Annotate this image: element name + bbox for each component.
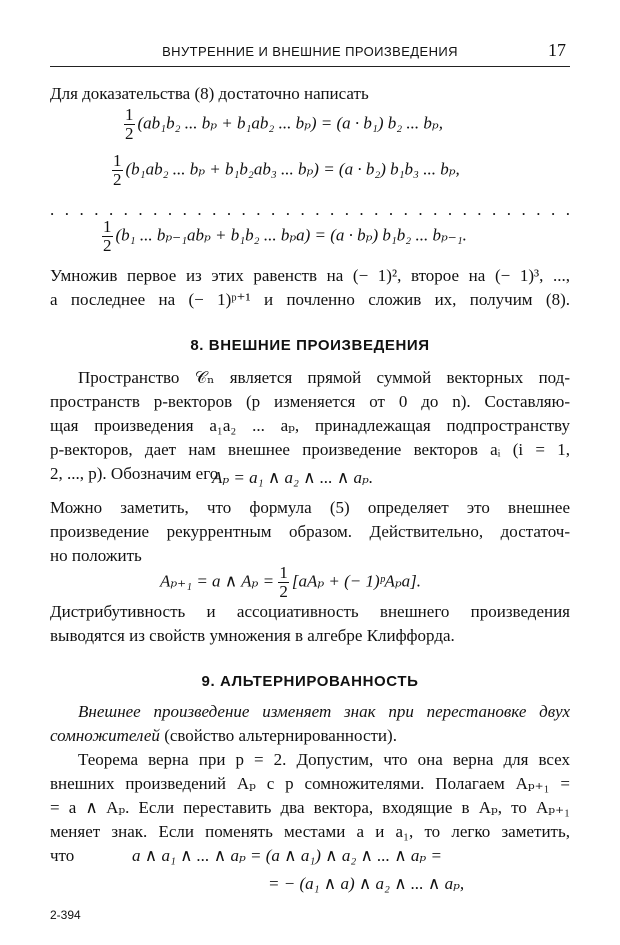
equation-2: $\frac{1}{2}$ (b₁ab₂ ... bₚ + b₁b₂ab₃ ... bₚ) = (a · b₂) b₁b₃ ... bₚ, <box>113 151 460 189</box>
section-8-heading: 8. ВНЕШНИЕ ПРОИЗВЕДЕНИЯ <box>190 337 430 354</box>
fraction-half: $\frac{1}{2}$ <box>125 105 134 143</box>
equation-ap: Aₚ = a₁ ∧ a₂ ∧ ... ∧ aₚ. <box>212 468 374 487</box>
section-9-paragraph-2: Теорема верна при p = 2. Допустим, что она верна для всех внешних произведений Aₚ с p сомножителями. Полагаем Aₚ₊₁ = = a ∧ Aₚ. Если переставить два вектора, входящие в Aₚ, то Aₚ₊₁ меняет знак. Если поменять местами a и a₁, то легко заметить, что <box>50 750 570 865</box>
ellipsis-row: . . . . . . . . . . . . . . . . . . . . . . . . . . . . . . . . . . . . <box>50 200 570 219</box>
equation-alternation-2: = − (a₁ ∧ a) ∧ a₂ ∧ ... ∧ aₚ, <box>268 874 465 893</box>
fraction-half: $\frac{1}{2}$ <box>279 563 288 601</box>
fraction-half: $\frac{1}{2}$ <box>103 217 112 255</box>
equation-alternation-1: a ∧ a₁ ∧ ... ∧ aₚ = (a ∧ a₁) ∧ a₂ ∧ ... ∧ aₚ = <box>132 846 442 865</box>
fraction-half: $\frac{1}{2}$ <box>113 151 122 189</box>
multiply-paragraph: Умножив первое из этих равенств на (− 1)², второе на (− 1)³, ..., а последнее на (− 1)ᵖ⁺¹ и почленно сложив их, получим (8). <box>50 266 570 309</box>
equation-1: $\frac{1}{2}$ (ab₁b₂ ... bₚ + b₁ab₂ ... bₚ) = (a · b₁) b₂ ... bₚ, <box>125 105 443 143</box>
intro-text: Для доказательства (8) достаточно написать <box>50 84 369 103</box>
section-8-paragraph-3: Дистрибутивность и ассоциативность внешнего произведения выводятся из свойств умножения в алгебре Клиффорда. <box>50 602 570 645</box>
running-head <box>50 40 570 64</box>
header-rule <box>50 66 570 67</box>
section-8-paragraph-2: Можно заметить, что формула (5) определяет это внешнее произведение рекуррентным образом. Действительно, достаточ- но положить <box>50 498 570 565</box>
section-8-paragraph-1: Пространство 𝒞ₙ является прямой суммой векторных под- пространств p-векторов (p изменяется от 0 до n). Составляю- щая произведения a₁a₂ ... aₚ, принадлежащая подпространству p-векторов, дает нам внешнее произведение векторов aᵢ (i = 1, 2, ..., p). Обозначим его <box>50 368 570 483</box>
equation-3: $\frac{1}{2}$ (b₁ ... bₚ₋₁abₚ + b₁b₂ ... bₚa) = (a · bₚ) b₁b₂ ... bₚ₋₁. <box>103 217 467 255</box>
equation-recurrent: Aₚ₊₁ = a ∧ Aₚ = $\frac{1}{2}$ [aAₚ + (− 1)ᵖAₚa]. <box>160 563 421 601</box>
page-number: 17 <box>548 40 566 60</box>
section-9-theorem: Внешнее произведение изменяет знак при перестановке двух сомножителей (свойство альтернированности). <box>50 702 570 745</box>
section-9-heading: 9. АЛЬТЕРНИРОВАННОСТЬ <box>201 673 419 690</box>
running-head-title: ВНУТРЕННИЕ И ВНЕШНИЕ ПРОИЗВЕДЕНИЯ <box>162 44 458 59</box>
signature-mark: 2-394 <box>50 908 81 922</box>
